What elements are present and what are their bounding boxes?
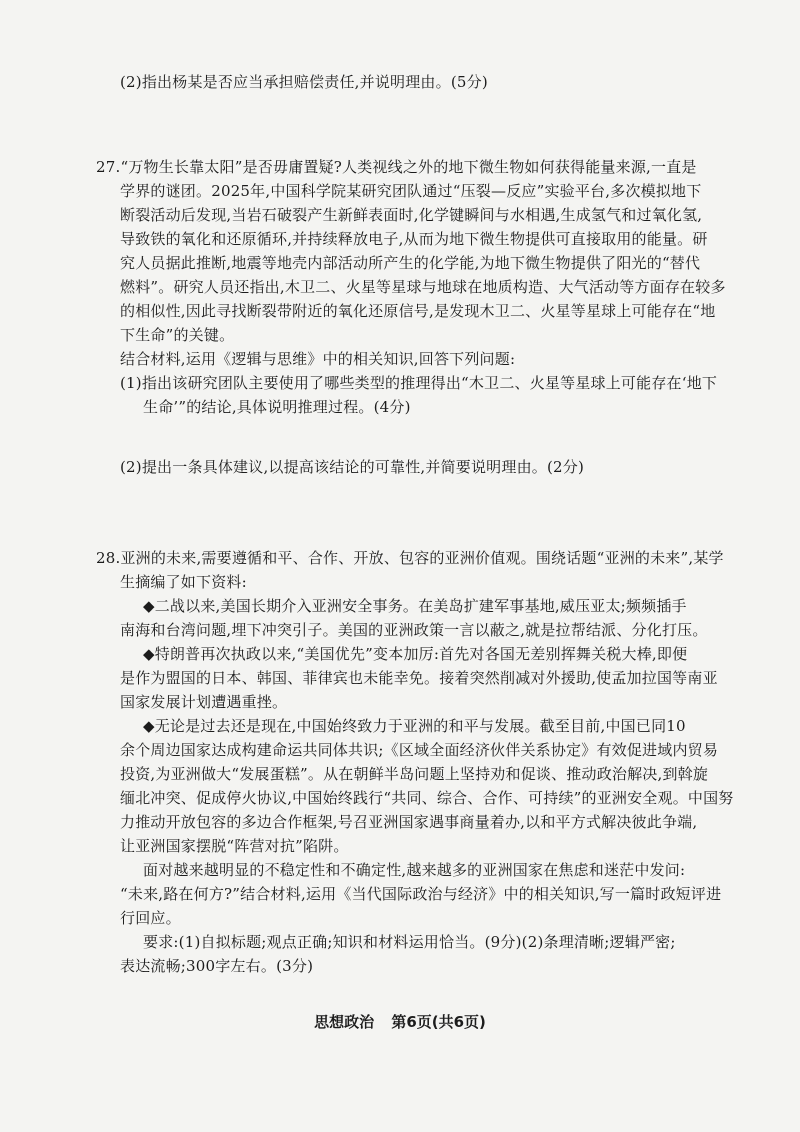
q28-prompt: “未来,路在何方?”结合材料,运用《当代国际政治与经济》中的相关知识,写一篇时政短评进 bbox=[120, 885, 722, 903]
q28-prompt: 面对越来越明显的不稳定性和不确定性,越来越多的亚洲国家在焦虑和迷茫中发问: bbox=[143, 861, 686, 879]
q27-material-line: 27.“万物生长靠太阳”是否毋庸置疑?人类视线之外的地下微生物如何获得能量来源,一直是 bbox=[96, 158, 697, 176]
q26-subquestion-2: (2)指出杨某是否应当承担赔偿责任,并说明理由。(5分) bbox=[120, 73, 488, 91]
q28-material-3: 余个周边国家达成构建命运共同体共识;《区域全面经济伙伴关系协定》有效促进域内贸易 bbox=[120, 741, 719, 759]
q28-material-1: 南海和台湾问题,埋下冲突引子。美国的亚洲政策一言以蔽之,就是拉帮结派、分化打压。 bbox=[120, 621, 708, 639]
footer-page-number: 第6页(共6页) bbox=[391, 1013, 486, 1031]
q27-instruction: 结合材料,运用《逻辑与思维》中的相关知识,回答下列问题: bbox=[120, 350, 516, 368]
q27-material-line: 的相似性,因此寻找断裂带附近的氧化还原信号,是发现木卫二、火星等星球上可能存在“地 bbox=[120, 302, 716, 320]
q28-material-3: ◆无论是过去还是现在,中国始终致力于亚洲的和平与发展。截至目前,中国已同10 bbox=[143, 717, 686, 735]
q28-material-2: ◆特朗普再次执政以来,“美国优先”变本加厉:首先对各国无差别挥舞关税大棒,即便 bbox=[143, 645, 688, 663]
q27-subquestion-1: (1)指出该研究团队主要使用了哪些类型的推理得出“木卫二、火星等星球上可能存在‘地下 bbox=[120, 374, 718, 392]
q28-material-3: 投资,为亚洲做大“发展蛋糕”。从在朝鲜半岛问题上坚持劝和促谈、推动政治解决,到斡旋 bbox=[120, 765, 709, 783]
q27-material-line: 下生命”的关键。 bbox=[120, 326, 235, 344]
q28-prompt: 行回应。 bbox=[120, 909, 181, 927]
q27-material-line: 究人员据此推断,地震等地壳内部活动所产生的化学能,为地下微生物提供了阳光的“替代 bbox=[120, 254, 701, 272]
q27-material-line: 断裂活动后发现,当岩石破裂产生新鲜表面时,化学键瞬间与水相遇,生成氢气和过氧化氢, bbox=[120, 206, 703, 224]
q27-material-line: 导致铁的氧化和还原循环,并持续释放电子,从而为地下微生物提供可直接取用的能量。研 bbox=[120, 230, 708, 248]
q27-subquestion-1-cont: 生命’”的结论,具体说明推理过程。(4分) bbox=[143, 398, 411, 416]
q28-intro-cont: 生摘编了如下资料: bbox=[120, 573, 247, 591]
q27-material-line: 燃料”。研究人员还指出,木卫二、火星等星球与地球在地质构造、大气活动等方面存在较多 bbox=[120, 278, 726, 296]
q27-material-line: 学界的谜团。2025年,中国科学院某研究团队通过“压裂—反应”实验平台,多次模拟地下 bbox=[120, 182, 702, 200]
q28-material-3: 力推动开放包容的多边合作框架,号召亚洲国家遇事商量着办,以和平方式解决彼此争端, bbox=[120, 813, 698, 831]
q28-material-2: 国家发展计划遭遇重挫。 bbox=[120, 693, 288, 711]
q28-requirements: 要求:(1)自拟标题;观点正确;知识和材料运用恰当。(9分)(2)条理清晰;逻辑严密; bbox=[143, 933, 676, 951]
q28-material-2: 是作为盟国的日本、韩国、菲律宾也未能幸免。接着突然削减对外援助,使孟加拉国等南亚 bbox=[120, 669, 718, 687]
page-footer bbox=[0, 1011, 800, 1032]
q28-material-3: 让亚洲国家摆脱“阵营对抗”陷阱。 bbox=[120, 837, 349, 855]
q28-intro: 28.亚洲的未来,需要遵循和平、合作、开放、包容的亚洲价值观。围绕话题“亚洲的未来”,某学 bbox=[96, 549, 724, 567]
q28-material-3: 缅北冲突、促成停火协议,中国始终践行“共同、综合、合作、可持续”的亚洲安全观。中国努 bbox=[120, 789, 734, 807]
footer-subject: 思想政治 bbox=[314, 1013, 375, 1031]
q28-material-1: ◆二战以来,美国长期介入亚洲安全事务。在美岛扩建军事基地,威压亚太;频频插手 bbox=[143, 597, 687, 615]
q27-subquestion-2: (2)提出一条具体建议,以提高该结论的可靠性,并简要说明理由。(2分) bbox=[120, 458, 585, 476]
q28-requirements: 表达流畅;300字左右。(3分) bbox=[120, 957, 314, 975]
